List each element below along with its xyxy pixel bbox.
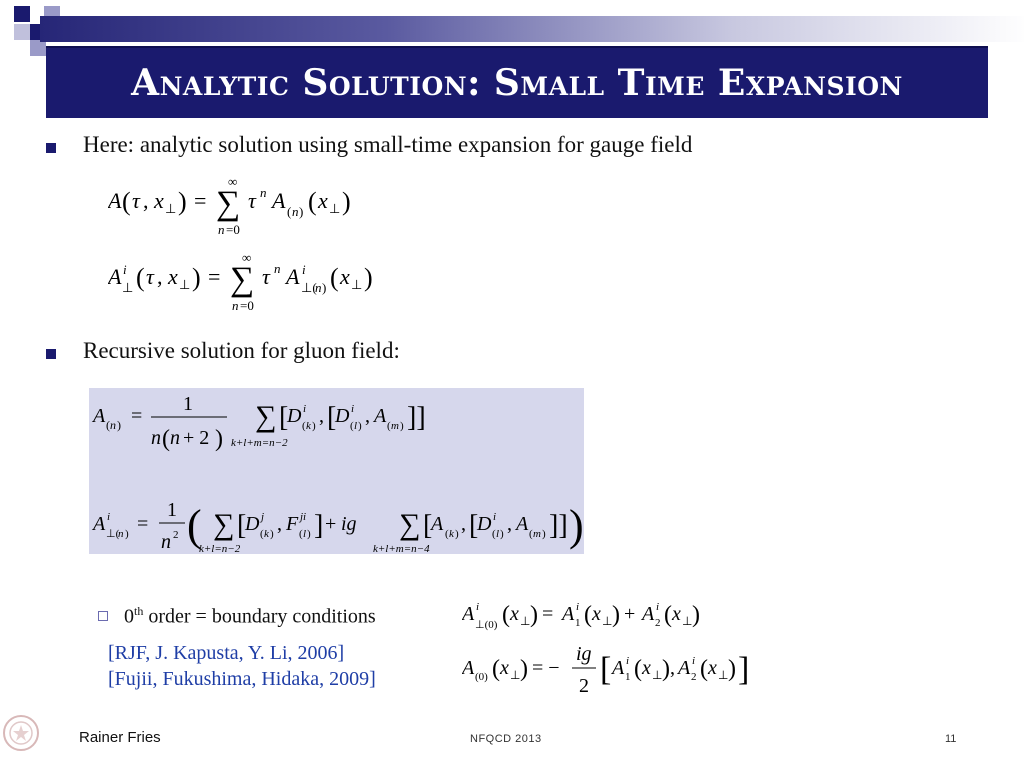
svg-text:): ) — [358, 420, 362, 432]
svg-text:(: ( — [122, 187, 131, 216]
svg-text:,: , — [670, 657, 675, 679]
svg-text:]]: ]] — [549, 510, 568, 541]
svg-text:⊥(: ⊥( — [106, 528, 120, 540]
svg-text:D: D — [335, 405, 350, 427]
svg-text:A: A — [431, 513, 444, 535]
reference-1: [RJF, J. Kapusta, Y. Li, 2006] — [108, 642, 345, 664]
equation-transverse-expansion — [108, 248, 408, 318]
svg-text:): ) — [728, 656, 736, 682]
svg-text:τ: τ — [262, 264, 270, 289]
svg-text:): ) — [342, 187, 351, 216]
svg-text:,: , — [157, 264, 163, 289]
svg-text:A: A — [93, 405, 106, 427]
svg-text:): ) — [178, 187, 187, 216]
svg-text:x: x — [168, 264, 178, 289]
svg-text:n: n — [118, 528, 124, 540]
svg-text:,: , — [319, 405, 324, 427]
svg-text:(: ( — [634, 656, 642, 682]
svg-text:(: ( — [664, 602, 672, 628]
svg-text:(: ( — [162, 426, 170, 452]
svg-text:i: i — [656, 601, 660, 613]
svg-text:1: 1 — [575, 617, 581, 629]
svg-text:∑: ∑ — [216, 185, 241, 222]
svg-text:x: x — [510, 603, 519, 625]
svg-text:A: A — [286, 264, 300, 289]
svg-text:(: ( — [387, 420, 391, 432]
svg-text:,: , — [461, 513, 466, 535]
svg-text:(: ( — [584, 602, 592, 628]
bullet-text-1: Here: analytic solution using small-time expansion for gauge field — [83, 132, 693, 157]
svg-text:⊥: ⊥ — [165, 201, 177, 216]
svg-text:): ) — [542, 528, 546, 540]
svg-text:+: + — [624, 603, 636, 625]
svg-text:,: , — [507, 513, 512, 535]
svg-text:=0: =0 — [226, 222, 240, 237]
svg-text:): ) — [117, 418, 121, 432]
svg-text:): ) — [215, 426, 223, 452]
svg-text:): ) — [612, 602, 620, 628]
svg-text:A: A — [516, 513, 529, 535]
svg-text:n: n — [292, 204, 299, 219]
equation-boundary-longitudinal — [462, 640, 762, 702]
svg-text:=: = — [194, 188, 207, 213]
svg-text:= −: = − — [532, 657, 560, 679]
bullet-marker — [46, 143, 56, 153]
svg-text:=: = — [208, 264, 221, 289]
svg-text:i: i — [107, 511, 111, 523]
svg-text:A: A — [374, 405, 387, 427]
svg-text:): ) — [662, 656, 670, 682]
bullet-marker — [46, 349, 56, 359]
svg-text:⊥: ⊥ — [329, 201, 341, 216]
svg-text:⊥(: ⊥( — [301, 280, 317, 295]
svg-text:⊥: ⊥ — [682, 614, 693, 628]
svg-text:A: A — [462, 603, 475, 625]
svg-text:): ) — [500, 528, 504, 540]
svg-text:[: [ — [423, 510, 433, 541]
svg-text:i: i — [626, 655, 630, 667]
svg-text:(: ( — [529, 528, 533, 540]
sub-bullet-text — [124, 604, 376, 629]
svg-text:): ) — [299, 204, 304, 219]
svg-text:): ) — [307, 528, 311, 540]
svg-text:(: ( — [260, 528, 264, 540]
svg-text:): ) — [520, 656, 528, 682]
title-bar — [46, 46, 988, 118]
svg-text:(: ( — [299, 528, 303, 540]
svg-text:l: l — [303, 528, 307, 540]
svg-text:x: x — [154, 188, 164, 213]
svg-text:i: i — [692, 655, 696, 667]
svg-text:A: A — [562, 603, 575, 625]
svg-text:l: l — [496, 528, 500, 540]
svg-text:2: 2 — [691, 671, 697, 683]
svg-text:(: ( — [445, 528, 449, 540]
svg-text:k+l=n−2: k+l=n−2 — [199, 543, 241, 554]
svg-text:τ: τ — [132, 188, 140, 213]
svg-text:(: ( — [136, 263, 145, 292]
svg-text:2: 2 — [579, 675, 589, 697]
footer-author: Rainer Fries — [79, 729, 161, 746]
svg-text:(: ( — [330, 263, 339, 292]
svg-text:i: i — [476, 601, 480, 613]
svg-text:(: ( — [700, 656, 708, 682]
svg-text:∑: ∑ — [399, 508, 421, 541]
svg-text:): ) — [364, 263, 373, 292]
svg-text:,: , — [277, 513, 282, 535]
svg-text:D: D — [287, 405, 302, 427]
svg-text:(: ( — [302, 420, 306, 432]
svg-text:x: x — [500, 657, 509, 679]
svg-text:n: n — [315, 280, 322, 295]
svg-text:F: F — [286, 513, 299, 535]
svg-text:A: A — [108, 188, 122, 213]
svg-text:(: ( — [106, 418, 110, 432]
svg-text:x: x — [592, 603, 601, 625]
svg-text:,: , — [143, 188, 149, 213]
slide-title: Analytic Solution: Small Time Expansion — [131, 62, 903, 104]
svg-text:[: [ — [600, 651, 612, 688]
svg-text:[: [ — [279, 402, 289, 433]
equation-boundary-transverse — [462, 594, 732, 638]
svg-text:n: n — [151, 427, 161, 449]
svg-text:[: [ — [237, 510, 247, 541]
svg-text:1: 1 — [183, 393, 193, 415]
svg-text:k+l+m=n−4: k+l+m=n−4 — [373, 543, 430, 554]
svg-text:(: ( — [502, 602, 510, 628]
svg-text:i: i — [351, 403, 355, 415]
svg-text:): ) — [125, 528, 129, 540]
svg-text:(: ( — [350, 420, 354, 432]
svg-text:1: 1 — [625, 671, 631, 683]
svg-text:n: n — [161, 531, 171, 553]
svg-text:n: n — [110, 418, 116, 432]
svg-text:⊥: ⊥ — [122, 280, 134, 295]
svg-text:): ) — [569, 501, 584, 550]
svg-text:⊥: ⊥ — [179, 277, 191, 292]
order-description: order = boundary conditions — [143, 605, 376, 628]
svg-text:j: j — [261, 511, 265, 523]
header-gradient-bar — [40, 16, 1024, 42]
svg-text:): ) — [270, 528, 274, 540]
svg-text:⊥: ⊥ — [652, 668, 663, 682]
svg-text:τ: τ — [248, 188, 256, 213]
equation-recursive-a — [89, 388, 584, 554]
svg-text:n: n — [218, 222, 225, 237]
svg-text:x: x — [672, 603, 681, 625]
svg-text:i: i — [493, 511, 497, 523]
svg-text:m: m — [533, 528, 541, 540]
svg-text:A: A — [93, 513, 106, 535]
footer-page-number: 11 — [945, 733, 957, 745]
svg-text:A: A — [272, 188, 286, 213]
svg-text:l: l — [354, 420, 358, 432]
svg-text:ji: ji — [300, 511, 307, 523]
svg-text:k+l+m=n−2: k+l+m=n−2 — [231, 437, 288, 449]
svg-text:n: n — [260, 185, 267, 200]
svg-text:i: i — [123, 262, 127, 277]
svg-text:ig: ig — [576, 643, 592, 665]
svg-text:n: n — [274, 261, 281, 276]
svg-text:): ) — [192, 263, 201, 292]
svg-text:(: ( — [492, 656, 500, 682]
svg-text:k: k — [264, 528, 269, 540]
svg-text:2: 2 — [655, 617, 661, 629]
reference-2: [Fujii, Fukushima, Hidaka, 2009] — [108, 668, 376, 690]
svg-text:A: A — [108, 264, 122, 289]
svg-text:∞: ∞ — [242, 250, 252, 265]
svg-text:A: A — [642, 603, 655, 625]
svg-text:⊥: ⊥ — [602, 614, 613, 628]
svg-text:(: ( — [308, 187, 317, 216]
recursive-formula-box — [89, 388, 584, 554]
svg-text:,: , — [365, 405, 370, 427]
university-seal-icon — [2, 714, 40, 752]
svg-text:i: i — [302, 262, 306, 277]
order-suffix: th — [134, 604, 144, 618]
svg-text:=: = — [137, 513, 149, 535]
svg-text:=: = — [542, 603, 554, 625]
svg-text:(: ( — [492, 528, 496, 540]
svg-text:x: x — [340, 264, 350, 289]
bullet-text-2: Recursive solution for gluon field: — [83, 338, 400, 363]
svg-text:∑: ∑ — [213, 508, 235, 541]
footer-conference: NFQCD 2013 — [470, 733, 542, 745]
svg-text:i: i — [303, 403, 307, 415]
svg-text:[: [ — [327, 402, 337, 433]
svg-text:): ) — [692, 602, 700, 628]
svg-text:]]: ]] — [407, 402, 426, 433]
svg-text:⊥: ⊥ — [351, 277, 363, 292]
svg-text:k: k — [306, 420, 311, 432]
svg-text:k: k — [449, 528, 454, 540]
svg-text:+ 2: + 2 — [183, 427, 210, 449]
svg-text:⊥: ⊥ — [718, 668, 729, 682]
svg-text:(: ( — [187, 501, 202, 550]
svg-text:x: x — [318, 188, 328, 213]
svg-text:=0: =0 — [240, 298, 254, 313]
svg-text:]: ] — [314, 510, 324, 541]
svg-text:1: 1 — [167, 499, 177, 521]
svg-text:⊥: ⊥ — [510, 668, 521, 682]
svg-text:τ: τ — [146, 264, 154, 289]
svg-text:⊥(0): ⊥(0) — [475, 619, 498, 631]
svg-text:]: ] — [738, 651, 750, 688]
svg-text:): ) — [455, 528, 459, 540]
svg-text:ig: ig — [341, 513, 357, 535]
svg-text:): ) — [530, 602, 538, 628]
svg-text:⊥: ⊥ — [520, 614, 531, 628]
svg-text:D: D — [245, 513, 260, 535]
svg-text:n: n — [170, 427, 180, 449]
svg-text:(0): (0) — [475, 671, 488, 683]
svg-text:(: ( — [287, 204, 292, 219]
equation-gauge-expansion — [108, 172, 388, 242]
svg-text:[: [ — [469, 510, 479, 541]
svg-text:n: n — [232, 298, 239, 313]
svg-text:2: 2 — [173, 529, 179, 541]
svg-text:=: = — [131, 405, 143, 427]
svg-text:A: A — [462, 657, 475, 679]
svg-text:∞: ∞ — [228, 174, 238, 189]
svg-text:): ) — [322, 280, 327, 295]
svg-text:∑: ∑ — [230, 261, 255, 298]
svg-text:A: A — [612, 657, 625, 679]
sub-bullet-marker — [98, 611, 108, 621]
svg-text:m: m — [391, 420, 399, 432]
order-number: 0 — [124, 605, 134, 628]
svg-text:): ) — [312, 420, 316, 432]
svg-text:x: x — [642, 657, 651, 679]
svg-text:D: D — [477, 513, 492, 535]
svg-text:): ) — [400, 420, 404, 432]
svg-text:+: + — [325, 513, 337, 535]
svg-text:A: A — [678, 657, 691, 679]
svg-text:i: i — [576, 601, 580, 613]
svg-text:∑: ∑ — [255, 400, 277, 433]
svg-text:x: x — [708, 657, 717, 679]
